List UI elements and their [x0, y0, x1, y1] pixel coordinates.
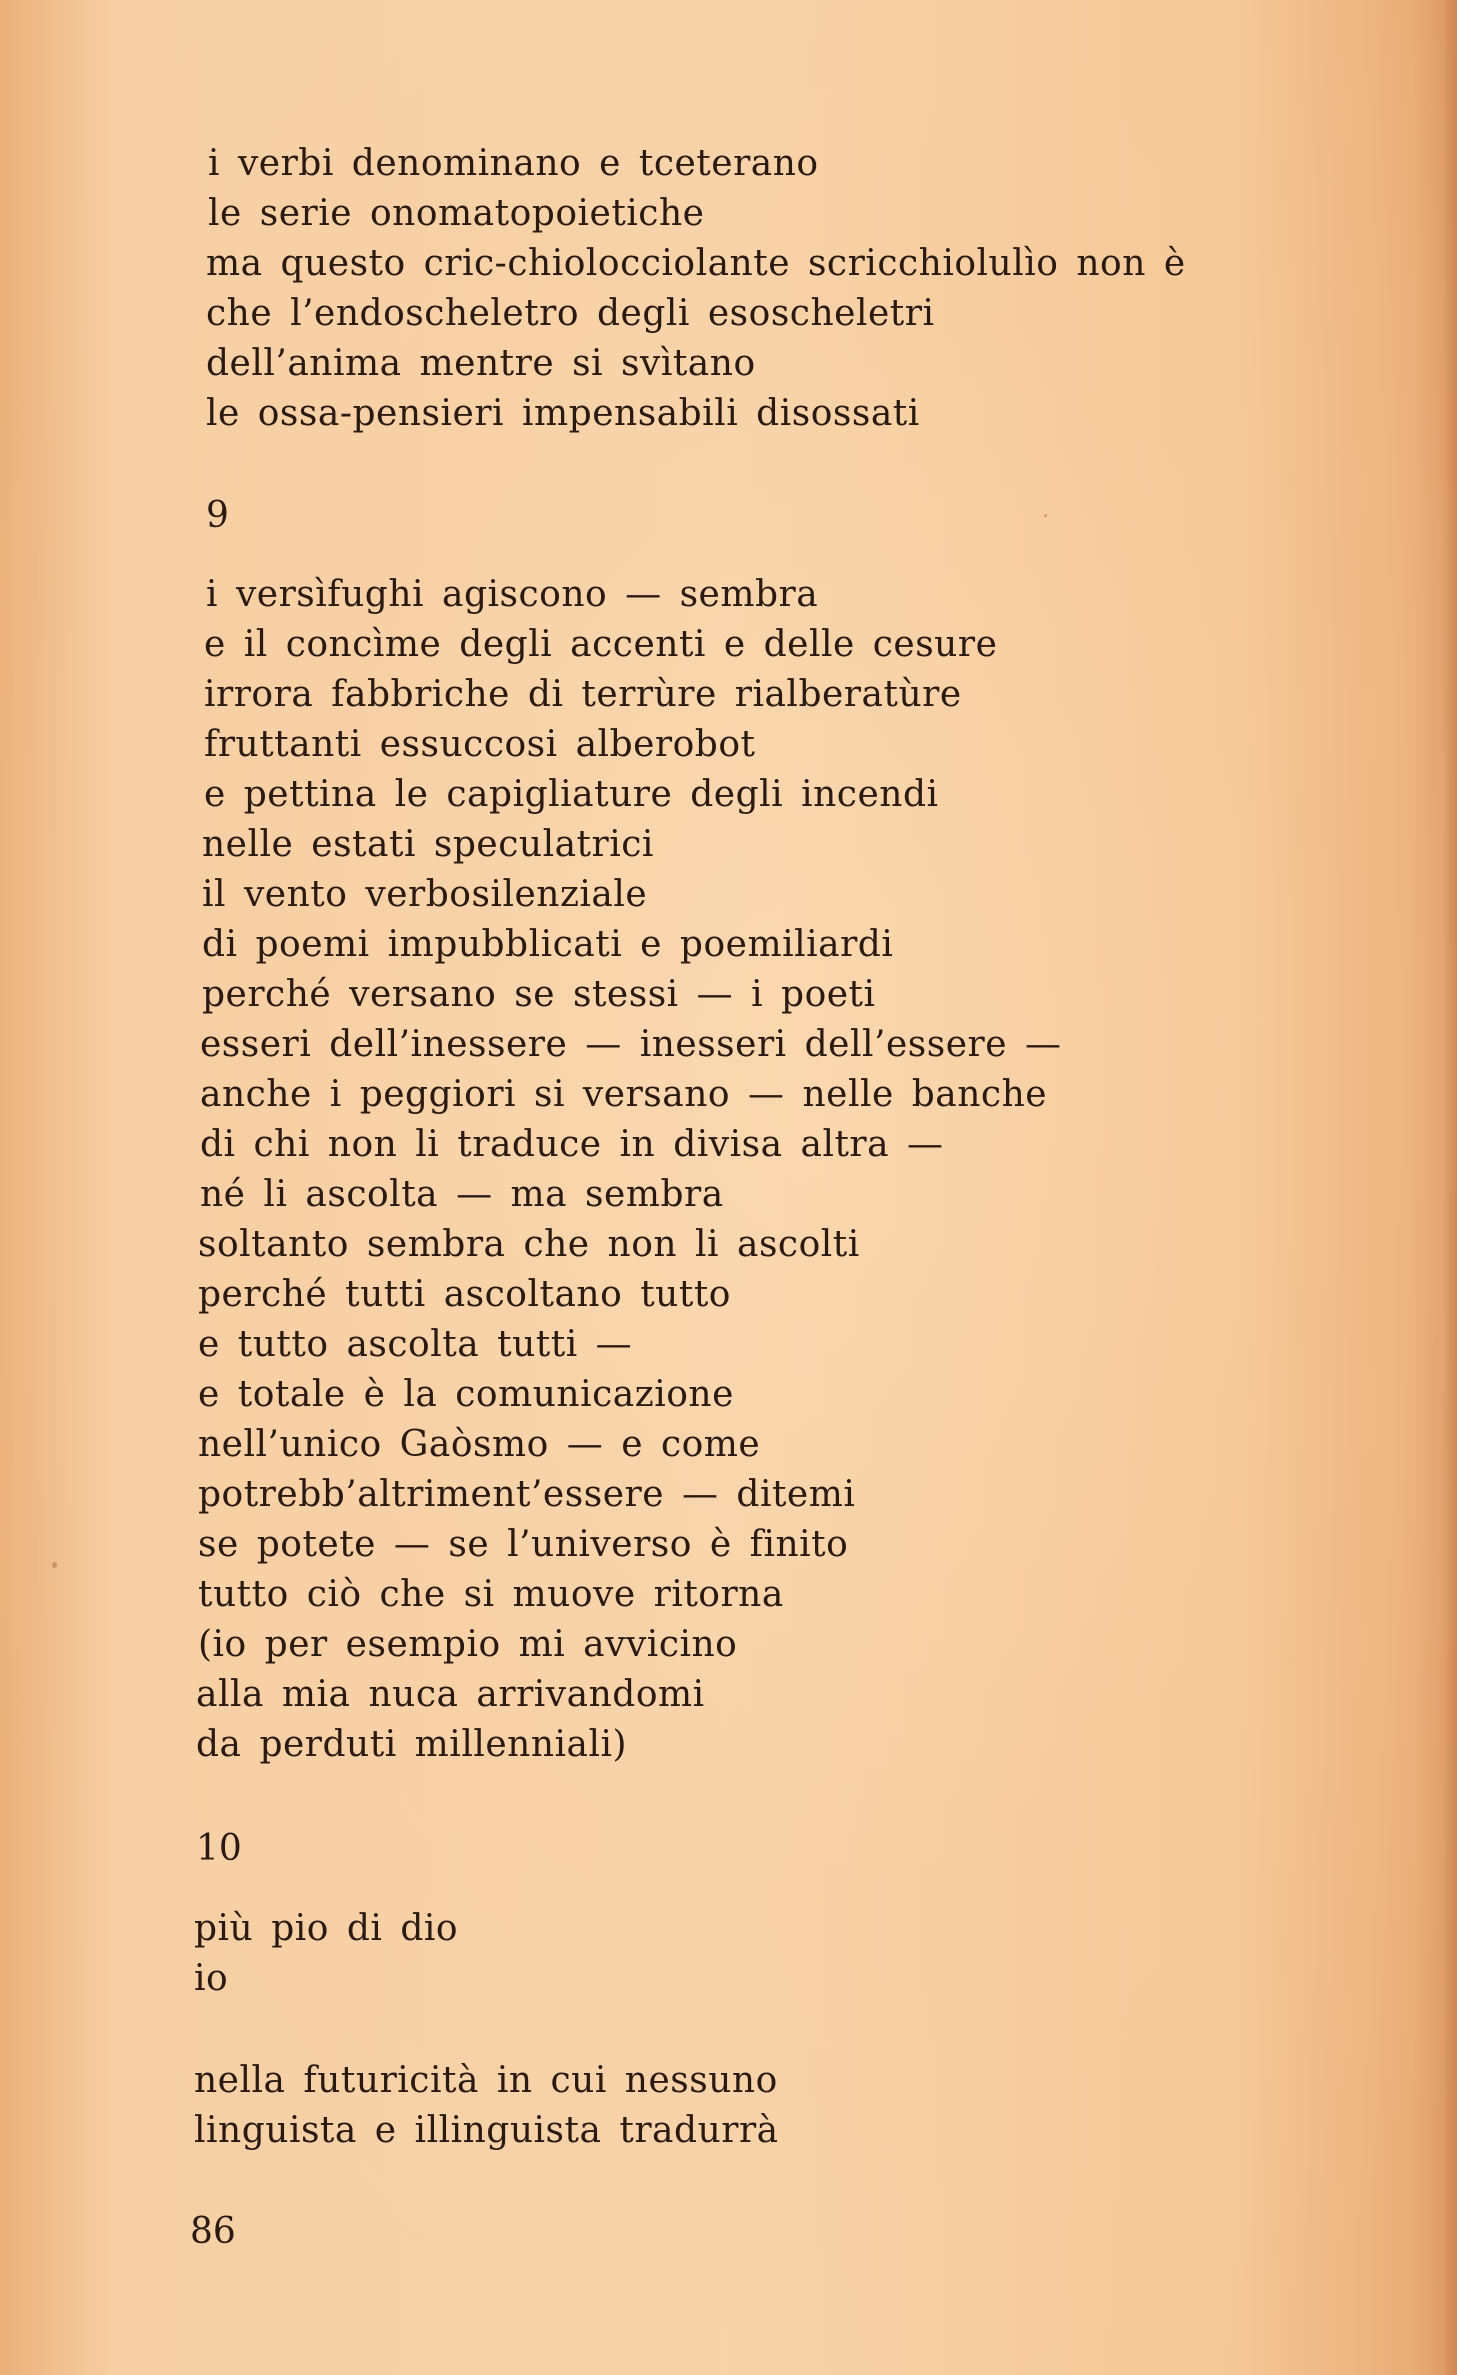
section-number: 9	[206, 495, 229, 536]
page-number: 86	[190, 2211, 236, 2252]
poem-line: i verbi denominano e tceterano	[208, 143, 819, 184]
poem-line: e totale è la comunicazione	[198, 1374, 734, 1415]
poem-line: le serie onomatopoietiche	[208, 193, 705, 234]
poem-line: esseri dell’inessere — inesseri dell’essere —	[200, 1024, 1062, 1065]
poem-line: le ossa-pensieri impensabili disossati	[206, 393, 920, 434]
section-number: 10	[196, 1828, 242, 1869]
poem-line: e pettina le capigliature degli incendi	[204, 774, 939, 815]
page-edge-shadow	[1443, 0, 1457, 2375]
poem-line: se potete — se l’universo è finito	[198, 1524, 849, 1565]
poem-line: di poemi impubblicati e poemiliardi	[202, 924, 894, 965]
poem-line: da perduti millenniali)	[196, 1724, 628, 1765]
poem-line: dell’anima mentre si svìtano	[206, 343, 756, 384]
poem-line: tutto ciò che si muove ritorna	[198, 1574, 784, 1615]
poem-line: anche i peggiori si versano — nelle banche	[200, 1074, 1048, 1115]
poem-line: soltanto sembra che non li ascolti	[198, 1224, 860, 1265]
poem-line: nella futuricità in cui nessuno	[194, 2060, 778, 2101]
poem-line: che l’endoscheletro degli esoscheletri	[206, 293, 935, 334]
poem-line: più pio di dio	[194, 1908, 459, 1949]
paper-speck	[1044, 514, 1047, 517]
poem-line: e il concìme degli accenti e delle cesure	[204, 624, 998, 665]
poem-line: perché tutti ascoltano tutto	[198, 1274, 731, 1315]
poem-line: nelle estati speculatrici	[202, 824, 654, 865]
paper-speck	[52, 1562, 57, 1568]
poem-line: potrebb’altriment’essere — ditemi	[198, 1474, 856, 1515]
poem-line: i versìfughi agiscono — sembra	[206, 574, 819, 615]
poem-line: (io per esempio mi avvicino	[198, 1624, 738, 1665]
poem-line: fruttanti essuccosi alberobot	[204, 724, 756, 765]
poem-line: e tutto ascolta tutti —	[198, 1324, 633, 1365]
poem-line: il vento verbosilenziale	[202, 874, 648, 915]
poem-line: perché versano se stessi — i poeti	[202, 974, 876, 1015]
poem-line: né li ascolta — ma sembra	[200, 1174, 724, 1215]
poem-line: ma questo cric-chiolocciolante scricchiolulìo non è	[206, 243, 1186, 284]
poem-line: linguista e illinguista tradurrà	[194, 2110, 779, 2151]
poem-line: irrora fabbriche di terrùre rialberatùre	[204, 674, 962, 715]
poem-line: nell’unico Gaòsmo — e come	[198, 1424, 761, 1465]
poem-line: io	[194, 1958, 229, 1999]
poem-line: di chi non li traduce in divisa altra —	[200, 1124, 944, 1165]
poem-line: alla mia nuca arrivandomi	[196, 1674, 705, 1715]
